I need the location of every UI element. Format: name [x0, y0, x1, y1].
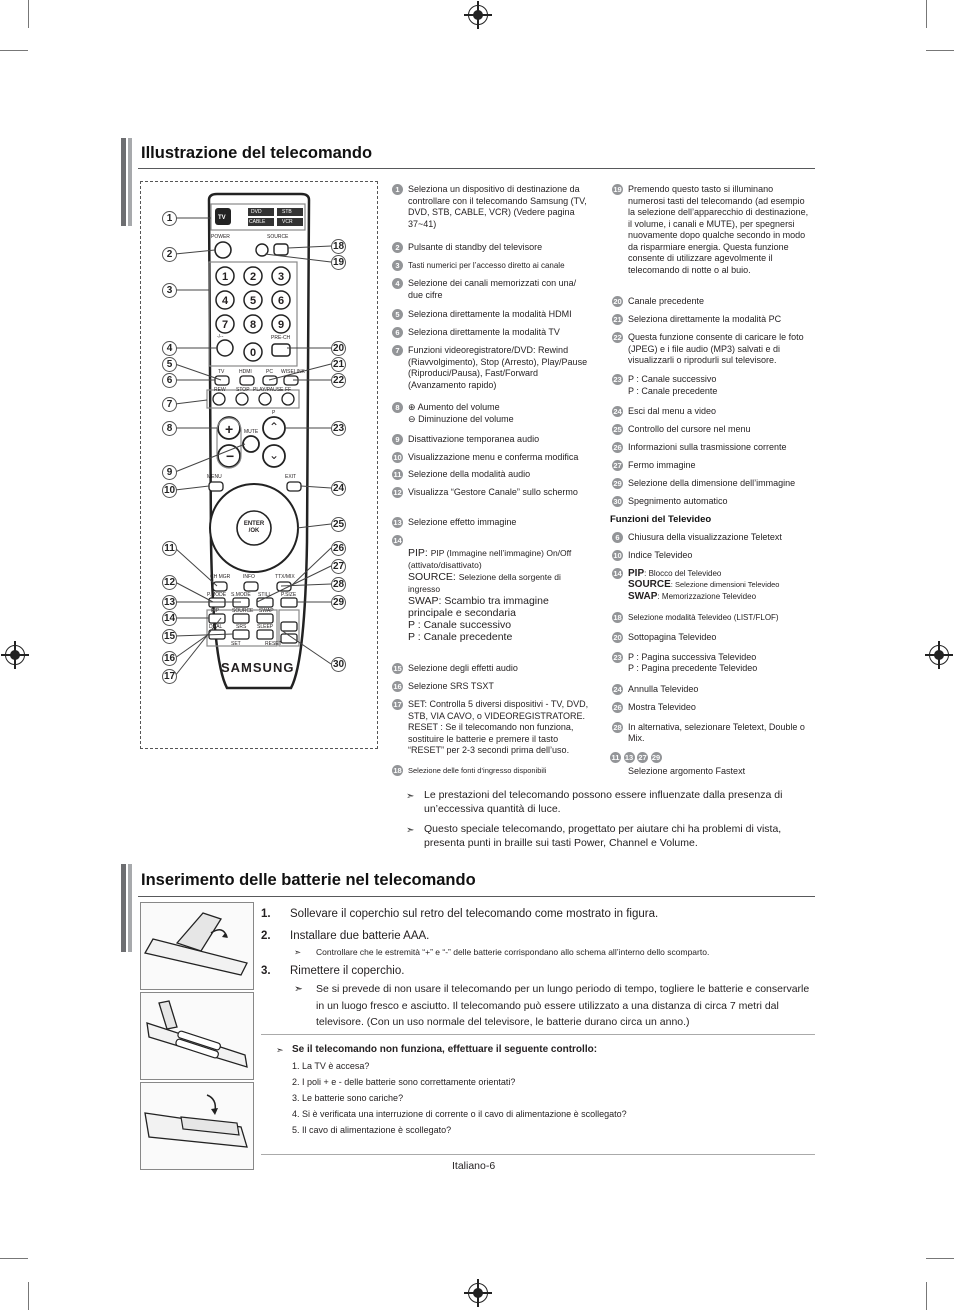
callout-14: 14 [163, 613, 176, 624]
list-item [392, 327, 590, 345]
still-label: STILL [258, 592, 272, 598]
callout-27: 27 [332, 561, 345, 572]
list-item [612, 406, 810, 424]
psize-label: P.SIZE [281, 592, 297, 598]
list-item [612, 684, 810, 702]
list-item [392, 434, 590, 452]
key-6: 6 [278, 295, 285, 307]
item-text: Visualizza “Gestore Canale” sullo schermo [408, 487, 578, 497]
volume-down-icon: − [226, 448, 235, 464]
item-text: Fermo immagine [628, 460, 696, 470]
remote-illustration [140, 181, 378, 749]
list-item [392, 278, 590, 309]
divider [261, 1034, 815, 1035]
callout-8: 8 [162, 421, 177, 436]
item-number: 1 [392, 184, 403, 195]
fastext-numbers [610, 752, 810, 764]
item-number: 9 [392, 434, 403, 445]
item-text: Spegnimento automatico [628, 496, 728, 506]
item-text: Selezione della dimensione dell’immagine [628, 478, 796, 488]
item-number: 20 [613, 632, 622, 642]
item-text: Seleziona direttamente la modalità TV [408, 327, 560, 337]
item-text: Indice Televideo [628, 549, 693, 560]
callout-12: 12 [163, 577, 176, 588]
item-text-2: P : Canale precedente [628, 385, 718, 396]
dual-label: DUAL [209, 624, 223, 630]
item-number: 13 [393, 518, 402, 527]
key-7: 7 [222, 319, 229, 331]
mute-label: MUTE [244, 429, 259, 435]
step-text: Sollevare il coperchio sul retro del telecomando come mostrato in figura. [290, 908, 659, 920]
list-item [392, 402, 590, 434]
note-arrow-icon: ➣ [294, 947, 302, 957]
list-item [392, 452, 590, 469]
crop-mark [926, 0, 927, 28]
list-item [392, 242, 590, 260]
source-label-text: SOURCE: [408, 571, 456, 583]
list-item [392, 309, 590, 327]
item-number: 11 [393, 470, 402, 479]
item-number: 24 [613, 407, 622, 416]
source-label: SOURCE [267, 234, 289, 240]
source-text: Selezione della sorgente di ingresso [408, 572, 561, 594]
item-number: 26 [613, 702, 622, 712]
item-text: Disattivazione temporanea audio [408, 434, 540, 444]
list-item [612, 296, 810, 314]
item-number: 10 [613, 550, 622, 560]
item-text: Aumento del volume [417, 402, 500, 412]
prech-label: PRE-CH [271, 335, 291, 341]
item-text-2: RESET : Se il telecomando non funziona, sostituire le batterie e premere il tasto “RESET” per 2-3 secondi prima dell’uso. [408, 722, 574, 755]
list-item [612, 632, 810, 652]
item-number: 6 [392, 327, 403, 338]
crop-mark [926, 1282, 927, 1310]
item-number: 11 [611, 752, 620, 762]
callout-1: 1 [162, 211, 177, 226]
item-number: 5 [392, 309, 403, 320]
list-item [392, 663, 590, 681]
pmode-label: P.MODE [207, 592, 227, 598]
list-item [392, 535, 590, 663]
section-bar [128, 138, 132, 226]
pip-label: PIP [211, 608, 220, 614]
list-item [612, 314, 810, 332]
button-list-left [392, 184, 590, 779]
key-8: 8 [250, 319, 257, 331]
smode-label: S.MODE [231, 592, 251, 598]
item-number: 8 [392, 402, 403, 413]
item-text: Sottopagina Televideo [628, 631, 717, 642]
chmgr-label: CH MGR [210, 574, 231, 580]
battery-step2-image [140, 992, 254, 1080]
item-text: Informazioni sulla trasmissione corrente [628, 442, 787, 452]
list-item [612, 184, 810, 296]
battery-step1-image [140, 902, 254, 990]
list-item [612, 460, 810, 478]
step-item [261, 964, 815, 1031]
registration-mark-icon [929, 645, 949, 665]
stop-label: STOP [236, 387, 250, 393]
callout-18: 18 [332, 241, 345, 252]
item-number: 16 [393, 682, 402, 691]
item-text: Annulla Televideo [628, 683, 699, 694]
step-number: 2. [261, 930, 271, 942]
item-text: Selezione dei canali memorizzati con una/ due cifre [408, 278, 577, 300]
key-0: 0 [250, 347, 257, 359]
item-number: 15 [393, 664, 402, 673]
callout-26: 26 [332, 543, 345, 554]
reset-label: RESET [265, 641, 282, 647]
crop-mark [926, 1258, 954, 1259]
callout-3: 3 [162, 283, 177, 298]
hdmi-label: HDMI [239, 369, 252, 375]
swap-text: SWAP: Scambio tra immagine principale e secondaria [408, 595, 549, 619]
registration-mark-icon [5, 645, 25, 665]
list-item [392, 765, 590, 779]
item-number: 14 [393, 536, 402, 545]
item-text: Funzioni videoregistratore/DVD: Rewind (Riavvolgimento), Stop (Arresto), Play/Pause (Riproduci/Pausa), Fast/Forward (Avanzamento rapido) [408, 345, 588, 390]
item-number: 13 [624, 752, 634, 762]
srs-label: SRS [236, 624, 247, 630]
set-label: SET [231, 641, 241, 647]
item-number: 14 [613, 568, 622, 578]
callout-11: 11 [162, 541, 177, 556]
item-number: 22 [613, 333, 622, 342]
list-item [612, 478, 810, 496]
section-title: Inserimento delle batterie nel telecomando [141, 871, 476, 889]
list-item [612, 424, 810, 442]
item-number: 20 [613, 297, 622, 306]
pip-bold: PIP [628, 567, 645, 579]
list-item [392, 517, 590, 535]
footer-rule [261, 1154, 815, 1155]
dvd-label: DVD [251, 209, 262, 215]
registration-mark-icon [468, 5, 488, 25]
item-number: 18 [393, 766, 402, 775]
wiselink-label: WISELINK [281, 369, 305, 375]
step-note-text: Se si prevede di non usare il telecomando per un lungo periodo di tempo, togliere le batterie e conservarle in un luogo fresco e asciutto. Il telecomando può essere utilizzato a una distanza di circa 7 metri dal televisore. (Con un uso normale del televisore, le batterie durano circa un anno.) [316, 983, 810, 1028]
callout-13: 13 [163, 597, 176, 608]
item-text: Questa funzione consente di caricare le foto (JPEG) e i file audio (MP3) salvati e di visualizzarli o riprodurli sul televisore. [628, 332, 804, 365]
item-text: P : Pagina successiva Televideo [628, 651, 757, 662]
item-number: 17 [393, 700, 402, 709]
item-text: In alternativa, selezionare Teletext, Double o Mix. [628, 721, 805, 743]
step-note [294, 981, 815, 1031]
item-text: Seleziona direttamente la modalità HDMI [408, 309, 572, 319]
playpause-label: PLAY/PAUSE [253, 387, 284, 393]
item-text: Visualizzazione menu e conferma modifica [408, 452, 579, 462]
televideo-heading: Funzioni del Televideo [610, 514, 712, 525]
minus-circle-icon: ⊖ [408, 413, 416, 424]
list-item [612, 612, 810, 632]
rew-label: REW [214, 387, 226, 393]
note-text: Le prestazioni del telecomando possono essere influenzate dalla presenza di un’eccessiva quantità di luce. [424, 789, 783, 815]
item-text: Chiusura della visualizzazione Teletext [628, 531, 782, 542]
callout-28: 28 [332, 579, 345, 590]
info-label: INFO [243, 574, 255, 580]
callout-30: 30 [332, 659, 345, 670]
item-number: 29 [613, 479, 622, 488]
crop-mark [0, 50, 28, 51]
item-number: 25 [613, 425, 622, 434]
item-text-2: P : Pagina precedente Televideo [628, 663, 758, 673]
step-number: 1. [261, 908, 271, 920]
item-number: 19 [613, 185, 622, 194]
item-number: 23 [613, 375, 622, 384]
callout-16: 16 [163, 653, 176, 664]
dash-label: -/-- [217, 334, 224, 340]
section-bar [128, 864, 132, 952]
note-arrow-icon: ➣ [406, 791, 415, 802]
callout-29: 29 [332, 597, 345, 608]
item-text: Seleziona direttamente la modalità PC [628, 314, 782, 324]
item-number: 27 [613, 461, 622, 470]
power-label: POWER [211, 234, 230, 240]
crop-mark [28, 1282, 29, 1310]
registration-mark-icon [468, 1283, 488, 1303]
section-rule [138, 896, 815, 897]
channel-up-icon: ⌃ [269, 420, 280, 434]
item-text: SET: Controlla 5 diversi dispositivi - TV, DVD, STB, VIA CAVO, o VIDEOREGISTRATORE. [408, 699, 589, 721]
troubleshoot-item: 1. La TV è accesa? [292, 1061, 370, 1071]
sleep-label: SLEEP [257, 624, 274, 630]
callout-5: 5 [162, 357, 177, 372]
list-item [612, 702, 810, 722]
list-item [612, 496, 810, 512]
channel-down-icon: ⌄ [269, 448, 280, 462]
ff-label: FF [285, 387, 292, 393]
item-number: 28 [613, 722, 622, 732]
callout-9: 9 [162, 465, 177, 480]
callout-21: 21 [332, 359, 345, 370]
troubleshoot-item: 3. Le batterie sono cariche? [292, 1093, 404, 1103]
page-number: Italiano-6 [452, 1160, 496, 1172]
swap-label: SWAP [259, 608, 274, 614]
step-item [261, 929, 815, 958]
cable-label: CABLE [249, 219, 266, 225]
list-item [392, 469, 590, 487]
section-title: Illustrazione del telecomando [141, 144, 373, 162]
item-text: Premendo questo tasto si illuminano numerosi tasti del telecomando (ad esempio la selezione dell’apparecchio di destinazione, il volume, i canali e MUTE), per spegnersi nuovamente dopo qualche secondo in modo da risparmiare energia. Questa funzione consente di utilizzare agevolmente il telecomando di notte o al buio. [628, 184, 809, 275]
key-1: 1 [222, 271, 229, 283]
list-item [612, 532, 810, 550]
note-arrow-icon: ➣ [294, 983, 303, 995]
enter-label: ENTER /OK [243, 521, 265, 534]
troubleshoot-item: 5. Il cavo di alimentazione è scollegato? [292, 1125, 452, 1135]
item-number: 4 [392, 278, 403, 289]
remote-back-open-cover-drawing [141, 903, 253, 989]
callout-2: 2 [162, 247, 177, 262]
item-number: 23 [613, 652, 622, 662]
key-2: 2 [250, 271, 257, 283]
step-number: 3. [261, 965, 271, 977]
callout-7: 7 [162, 397, 177, 412]
battery-steps [261, 907, 815, 1031]
list-item [612, 652, 810, 684]
key-4: 4 [222, 295, 229, 307]
battery-step3-image [140, 1082, 254, 1170]
key-3: 3 [278, 271, 285, 283]
stb-label: STB [282, 209, 292, 215]
list-item [612, 374, 810, 406]
item-text: Mostra Televideo [628, 701, 696, 712]
remote-batteries-drawing [141, 993, 253, 1079]
item-number: 10 [393, 453, 402, 462]
item-text: Seleziona un dispositivo di destinazione da controllare con il telecomando Samsung (TV, DVD, STB, CABLE, VCR) (Vedere pagina 37~41) [408, 184, 587, 229]
troubleshoot-item: 4. Si è verificata una interruzione di corrente o il cavo di alimentazione è scollegato? [292, 1109, 627, 1119]
section-rule [138, 168, 815, 169]
item-text: Selezione della modalità audio [408, 469, 531, 479]
exit-label: EXIT [285, 474, 297, 480]
item-number: 12 [393, 488, 402, 497]
callout-19: 19 [332, 257, 345, 268]
step-text: Rimettere il coperchio. [290, 965, 405, 977]
troubleshoot-box [276, 1042, 812, 1138]
troubleshoot-item: 2. I poli + e - delle batterie sono correttamente orientati? [292, 1077, 516, 1087]
samsung-logo: SAMSUNG [221, 660, 295, 675]
troubleshoot-heading: Se il telecomando non funziona, effettuare il seguente controllo: [292, 1044, 598, 1055]
step-item [261, 907, 815, 929]
list-item [392, 260, 590, 278]
item-text: Selezione effetto immagine [408, 517, 517, 527]
step-text: Installare due batterie AAA. [290, 930, 430, 942]
callout-25: 25 [332, 519, 345, 530]
item-number: 26 [613, 443, 622, 452]
pc-label: PC [266, 369, 273, 375]
item-number: 30 [613, 497, 622, 506]
section-bar [121, 138, 126, 226]
callout-24: 24 [332, 483, 345, 494]
item-text: P : Canale successivo [628, 374, 717, 384]
callout-22: 22 [332, 375, 345, 386]
p-label: P [272, 410, 276, 416]
swap-bold: SWAP [628, 590, 658, 602]
item-number: 7 [392, 345, 403, 356]
item-number: 24 [613, 684, 622, 694]
item-text: Canale precedente [628, 296, 705, 306]
channel-down-text: P : Canale precedente [408, 631, 513, 643]
item-number: 21 [613, 315, 622, 324]
plus-circle-icon: ⊕ [408, 402, 416, 412]
item-text: Selezione degli effetti audio [408, 663, 518, 673]
vcr-label: VCR [282, 219, 293, 225]
callout-15: 15 [163, 631, 176, 642]
key-9: 9 [278, 319, 285, 331]
item-number: 2 [392, 242, 403, 253]
list-item [392, 487, 590, 517]
tv-mode-label: TV [218, 369, 225, 375]
channel-up-text: P : Canale successivo [408, 619, 512, 631]
list-item [392, 681, 590, 699]
step-note-text: Controllare che le estremità “+” e “-” delle batterie corrispondano allo schema all’interno dello scomparto. [316, 947, 710, 957]
crop-mark [0, 1258, 28, 1259]
callout-23: 23 [332, 423, 345, 434]
list-item [392, 699, 590, 765]
source-bold: SOURCE [628, 579, 671, 590]
pip-desc: : Blocco del Televideo [644, 568, 722, 578]
list-item [392, 184, 590, 242]
item-number: 18 [613, 612, 622, 622]
item-number: 6 [612, 532, 623, 543]
item-text-2: Diminuzione del volume [418, 413, 514, 424]
pip-text: PIP (Immagine nell’immagine) On/Off (attivato/disattivato) [408, 548, 572, 570]
note-light [406, 789, 794, 816]
item-text: Esci dal menu a video [628, 406, 717, 416]
item-number: 27 [638, 752, 647, 762]
note-arrow-icon: ➣ [406, 825, 415, 836]
remote-close-cover-drawing [141, 1083, 253, 1169]
source-desc: : Selezione dimensioni Televideo [670, 580, 780, 589]
list-item [612, 442, 810, 460]
fastext-text: Selezione argomento Fastext [628, 765, 746, 776]
item-text: Tasti numerici per l’accesso diretto ai canale [408, 261, 565, 270]
pip-label-text: PIP: [408, 547, 428, 559]
callout-4: 4 [162, 341, 177, 356]
callout-10: 10 [163, 485, 176, 496]
crop-mark [28, 0, 29, 28]
button-list-right [612, 184, 810, 777]
menu-label: MENU [207, 474, 222, 480]
ttxmix-label: TTX/MIX [275, 574, 295, 580]
list-item [392, 345, 590, 402]
item-text: Selezione delle fonti d’ingresso disponibili [408, 766, 547, 775]
step-note [294, 946, 815, 958]
source2-label: SOURCE [232, 608, 254, 614]
note-arrow-icon: ➣ [276, 1045, 284, 1055]
list-item [612, 722, 810, 752]
item-text: Selezione SRS TSXT [408, 681, 494, 691]
callout-17: 17 [163, 671, 176, 682]
swap-desc: : Memorizzazione Televideo [657, 591, 757, 601]
note-braille [406, 823, 794, 850]
list-item [612, 332, 810, 374]
item-number: 29 [651, 752, 661, 762]
list-item [612, 550, 810, 568]
section-bar [121, 864, 126, 952]
callout-20: 20 [332, 343, 345, 354]
list-item [612, 568, 810, 612]
tv-button-label: TV [218, 215, 226, 221]
item-text: Selezione modalità Televideo (LIST/FLOF) [628, 612, 779, 622]
callout-6: 6 [162, 373, 177, 388]
item-text: Pulsante di standby del televisore [408, 242, 543, 252]
note-text: Questo speciale telecomando, progettato per aiutare chi ha problemi di vista, presenta punti in braille sui tasti Power, Channel e Volume. [424, 823, 782, 849]
key-5: 5 [250, 295, 257, 307]
crop-mark [926, 50, 954, 51]
item-number: 3 [392, 260, 403, 271]
volume-up-icon: + [225, 421, 234, 437]
item-text: Controllo del cursore nel menu [628, 424, 751, 434]
